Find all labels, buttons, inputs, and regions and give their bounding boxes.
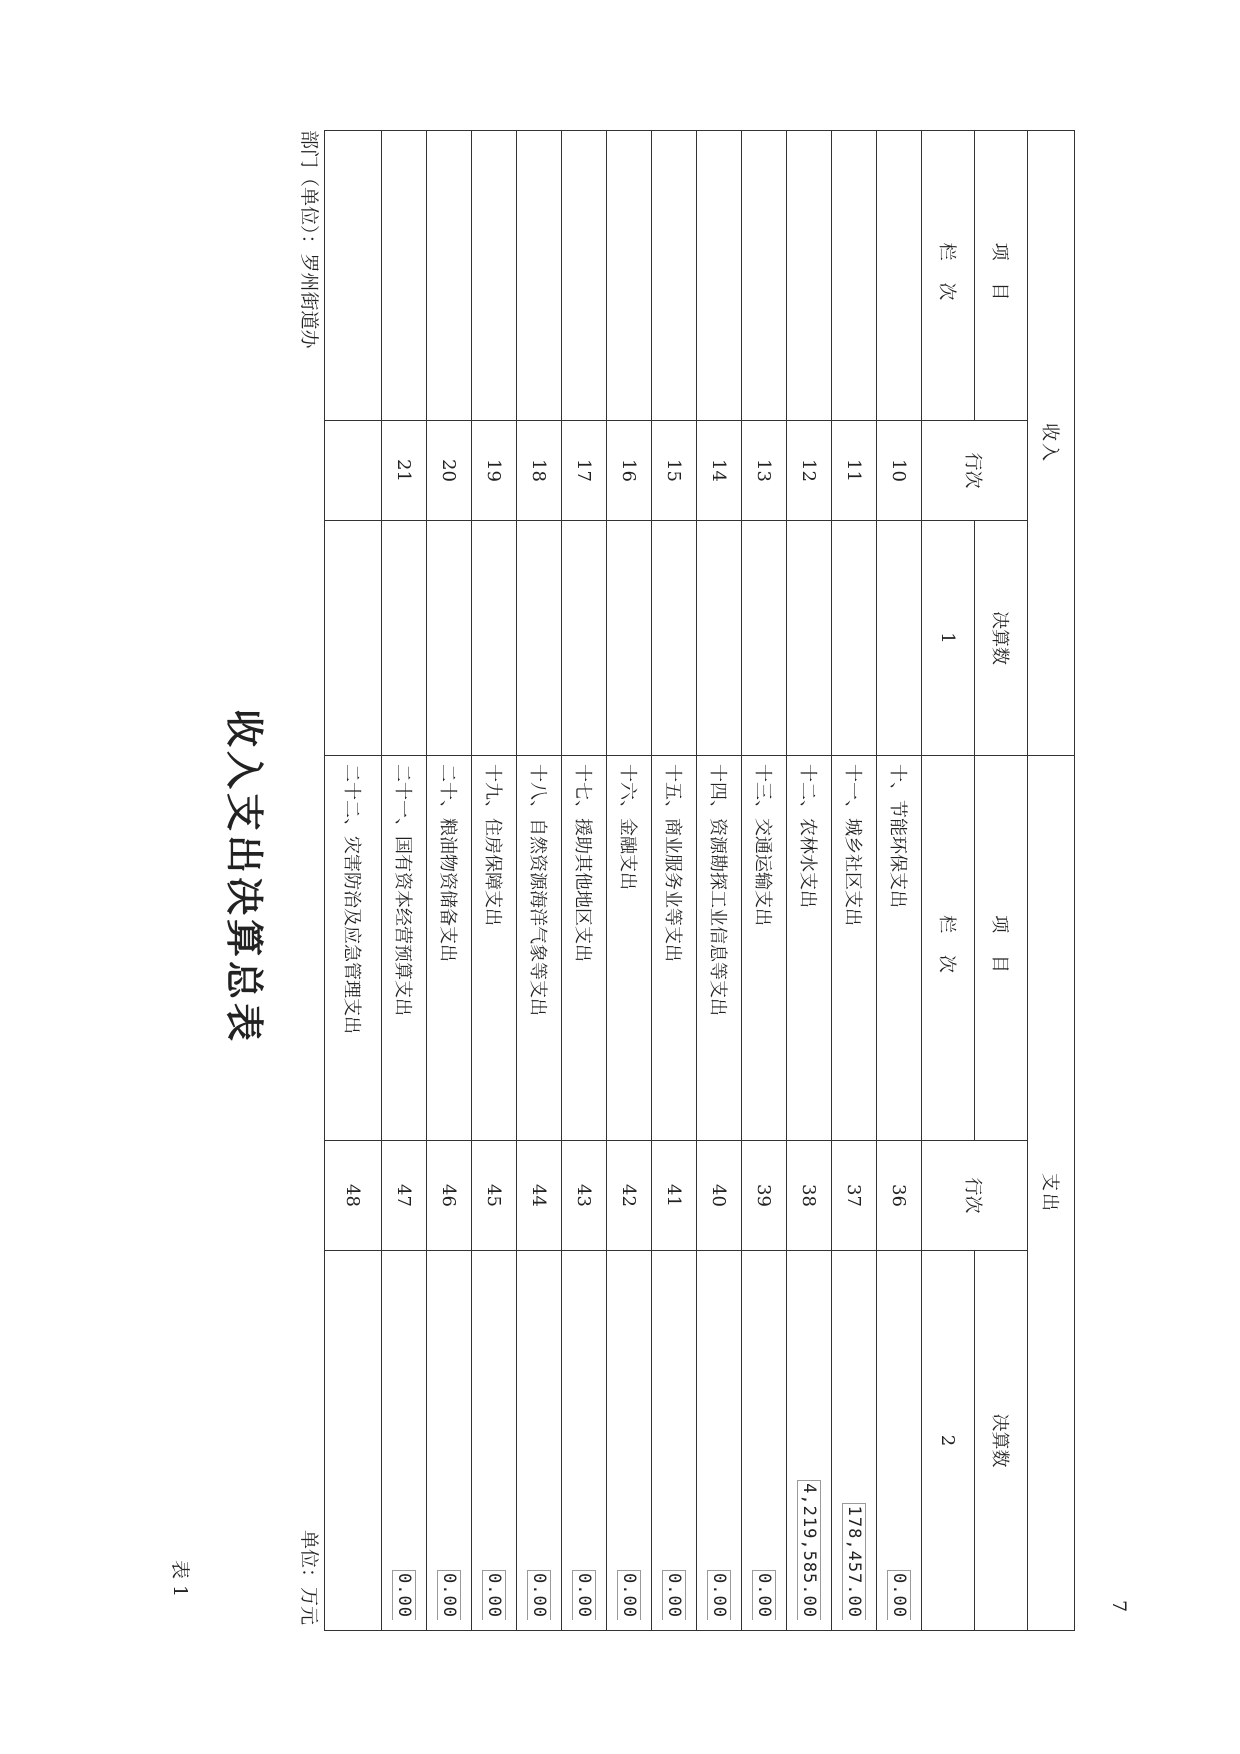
expenditure-row-no-cell: 38 — [787, 1141, 832, 1251]
income-row-no-cell: 21 — [382, 421, 427, 521]
page-title: 收入支出决算总表 — [222, 708, 267, 1045]
expenditure-item-cell: 十九、住房保障支出 — [472, 756, 517, 1141]
expenditure-column-label: 栏 次 — [922, 756, 975, 1141]
income-row-no-cell: 19 — [472, 421, 517, 521]
unit-label: 单位：万元 — [298, 1530, 320, 1626]
income-amount-cell — [742, 521, 787, 756]
amount-value: 0.00 — [527, 1570, 551, 1620]
income-item-header: 项 目 — [975, 131, 1028, 421]
expenditure-row-no-cell: 41 — [652, 1141, 697, 1251]
expenditure-amount-cell — [517, 1251, 562, 1631]
table-row — [325, 131, 382, 1631]
expenditure-item-cell: 二十二、灾害防治及应急管理支出 — [325, 756, 382, 1141]
expenditure-row-no-cell: 39 — [742, 1141, 787, 1251]
income-amount-cell — [607, 521, 652, 756]
amount-value: 0.00 — [887, 1570, 911, 1620]
department-label: 部门（单位）： — [298, 130, 320, 254]
table-row — [607, 131, 652, 1631]
income-item-cell — [562, 131, 607, 421]
income-row-no-header: 行次 — [922, 421, 1028, 521]
amount-value: 0.00 — [707, 1570, 731, 1620]
amount-value: 0.00 — [482, 1570, 506, 1620]
expenditure-item-cell: 二十一、国有资本经营预算支出 — [382, 756, 427, 1141]
income-row-no-cell: 20 — [427, 421, 472, 521]
income-amount-cell — [697, 521, 742, 756]
expenditure-row-no-cell: 48 — [325, 1141, 382, 1251]
expenditure-amount-cell — [787, 1251, 832, 1631]
table-row — [517, 131, 562, 1631]
table-row — [562, 131, 607, 1631]
income-item-cell — [325, 131, 382, 421]
expenditure-row-no-cell: 43 — [562, 1141, 607, 1251]
expenditure-item-cell: 十、节能环保支出 — [877, 756, 922, 1141]
table-label: 表 1 — [169, 1560, 191, 1598]
income-item-cell — [607, 131, 652, 421]
expenditure-row-no-cell: 47 — [382, 1141, 427, 1251]
income-item-cell — [382, 131, 427, 421]
expenditure-section-header: 支出 — [1028, 756, 1075, 1631]
expenditure-row-no-cell: 36 — [877, 1141, 922, 1251]
expenditure-item-cell: 十四、资源勘探工业信息等支出 — [697, 756, 742, 1141]
column-number-row — [922, 131, 975, 1631]
income-item-cell — [517, 131, 562, 421]
income-row-no-cell: 18 — [517, 421, 562, 521]
expenditure-amount-cell — [325, 1251, 382, 1631]
table-row — [697, 131, 742, 1631]
income-item-cell — [697, 131, 742, 421]
amount-value: 0.00 — [572, 1570, 596, 1620]
expenditure-row-no-cell: 37 — [832, 1141, 877, 1251]
income-row-no-cell: 13 — [742, 421, 787, 521]
income-section-header: 收入 — [1028, 131, 1075, 756]
expenditure-amount-cell — [832, 1251, 877, 1631]
table-row — [742, 131, 787, 1631]
income-item-cell — [742, 131, 787, 421]
amount-value: 0.00 — [752, 1570, 776, 1620]
expenditure-row-no-cell: 46 — [427, 1141, 472, 1251]
page-number: 7 — [1108, 1600, 1130, 1613]
income-row-no-cell: 15 — [652, 421, 697, 521]
expenditure-item-cell: 二十、粮油物资储备支出 — [427, 756, 472, 1141]
expenditure-amount-cell — [652, 1251, 697, 1631]
expenditure-row-no-header: 行次 — [922, 1141, 1028, 1251]
table-row — [877, 131, 922, 1631]
income-column-number: 1 — [922, 521, 975, 756]
income-amount-cell — [517, 521, 562, 756]
expenditure-amount-cell — [742, 1251, 787, 1631]
expenditure-row-no-cell: 44 — [517, 1141, 562, 1251]
expenditure-row-no-cell: 42 — [607, 1141, 652, 1251]
amount-value: 0.00 — [617, 1570, 641, 1620]
section-header-row — [1028, 131, 1075, 1631]
expenditure-item-cell: 十一、城乡社区支出 — [832, 756, 877, 1141]
income-amount-cell — [562, 521, 607, 756]
expenditure-item-cell: 十二、农林水支出 — [787, 756, 832, 1141]
income-item-cell — [787, 131, 832, 421]
table-row — [382, 131, 427, 1631]
expenditure-column-number: 2 — [922, 1251, 975, 1631]
income-row-no-cell: 17 — [562, 421, 607, 521]
amount-value: 0.00 — [392, 1570, 416, 1620]
amount-value: 4,219,585.00 — [797, 1480, 821, 1620]
expenditure-item-cell: 十八、自然资源海洋气象等支出 — [517, 756, 562, 1141]
table-row — [427, 131, 472, 1631]
expenditure-amount-cell — [382, 1251, 427, 1631]
table-row — [652, 131, 697, 1631]
expenditure-item-cell: 十五、商业服务业等支出 — [652, 756, 697, 1141]
income-amount-cell — [877, 521, 922, 756]
expenditure-item-cell: 十三、交通运输支出 — [742, 756, 787, 1141]
expenditure-item-header: 项 目 — [975, 756, 1028, 1141]
income-item-cell — [877, 131, 922, 421]
expenditure-amount-cell — [472, 1251, 517, 1631]
income-amount-cell — [325, 521, 382, 756]
table-row — [787, 131, 832, 1631]
table-row — [832, 131, 877, 1631]
department-line — [297, 130, 324, 349]
income-row-no-cell — [325, 421, 382, 521]
expenditure-amount-header: 决算数 — [975, 1251, 1028, 1631]
expenditure-amount-cell — [697, 1251, 742, 1631]
income-column-label: 栏 次 — [922, 131, 975, 421]
income-row-no-cell: 11 — [832, 421, 877, 521]
department-name: 罗州街道办 — [298, 253, 320, 349]
income-amount-cell — [832, 521, 877, 756]
income-row-no-cell: 10 — [877, 421, 922, 521]
income-row-no-cell: 12 — [787, 421, 832, 521]
expenditure-amount-cell — [427, 1251, 472, 1631]
income-amount-cell — [472, 521, 517, 756]
income-amount-cell — [787, 521, 832, 756]
expenditure-row-no-cell: 40 — [697, 1141, 742, 1251]
expenditure-item-cell: 十六、金融支出 — [607, 756, 652, 1141]
expenditure-item-cell: 十七、援助其他地区支出 — [562, 756, 607, 1141]
table-row — [472, 131, 517, 1631]
income-row-no-cell: 14 — [697, 421, 742, 521]
income-amount-header: 决算数 — [975, 521, 1028, 756]
column-header-row — [975, 131, 1028, 1631]
income-item-cell — [832, 131, 877, 421]
income-item-cell — [652, 131, 697, 421]
income-amount-cell — [382, 521, 427, 756]
income-expenditure-table — [324, 130, 1075, 1631]
income-item-cell — [472, 131, 517, 421]
income-row-no-cell: 16 — [607, 421, 652, 521]
income-item-cell — [427, 131, 472, 421]
income-amount-cell — [652, 521, 697, 756]
expenditure-amount-cell — [607, 1251, 652, 1631]
expenditure-amount-cell — [877, 1251, 922, 1631]
expenditure-row-no-cell: 45 — [472, 1141, 517, 1251]
amount-value: 0.00 — [662, 1570, 686, 1620]
income-amount-cell — [427, 521, 472, 756]
amount-value: 178,457.00 — [842, 1503, 866, 1620]
expenditure-amount-cell — [562, 1251, 607, 1631]
amount-value: 0.00 — [437, 1570, 461, 1620]
